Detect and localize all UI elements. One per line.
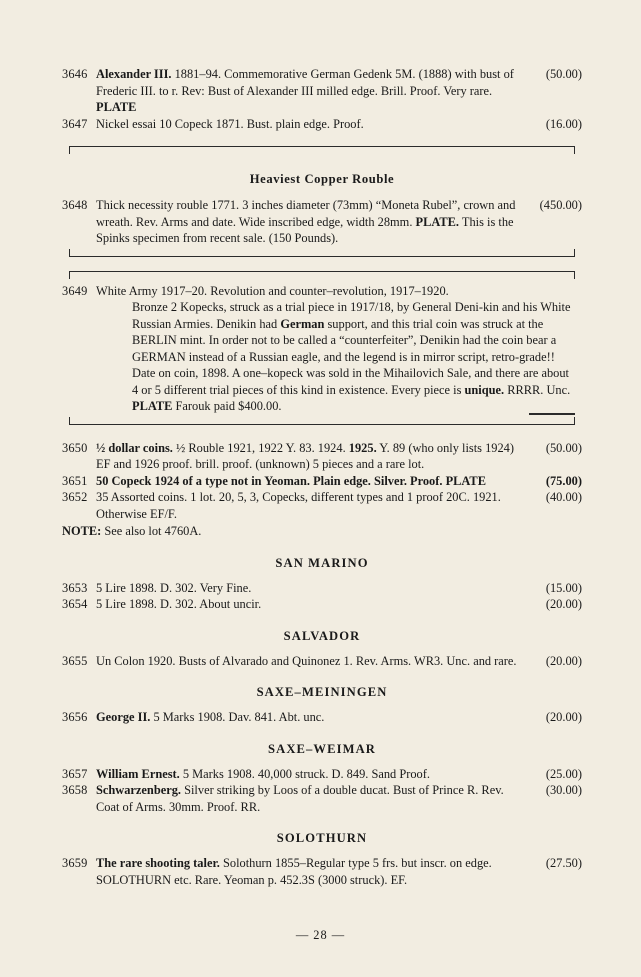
lot-title: George II.: [96, 710, 151, 724]
lot-number: 3654: [62, 597, 88, 611]
lot-number: 3655: [62, 653, 88, 668]
lot-text: ½ Rouble 1921, 1922 Y. 83. 1924.: [172, 440, 349, 455]
bracket-tick-icon: [574, 249, 575, 257]
emphasis-unique: unique.: [464, 382, 505, 397]
lot-number: 3653: [62, 580, 88, 595]
lot-text-cont: This is the Spinks specimen from recent sale. (150 Pounds).: [96, 214, 514, 245]
lot-entry: [62, 440, 582, 473]
bracket-tick-icon: [69, 271, 70, 279]
plate-marker: PLATE: [96, 100, 137, 114]
lot-text-cont: Y. 89 (who only lists 1924) EF and 1926 proof. brill. proof. (unknown) 5 pieces and a rare lot.: [96, 440, 515, 471]
lot-price: (20.00): [545, 710, 582, 724]
lot-text: Solothurn 1855–Regular type 5 frs. but inscr. on edge. SOLOTHURN etc. Rare. Yeoman p. 452.3S (3000 struck). EF.: [96, 856, 492, 887]
catalog-note: [62, 523, 582, 540]
lot-entry: [62, 709, 582, 726]
lot-price: (450.00): [539, 198, 582, 212]
lot-number: 3656: [62, 710, 88, 724]
bracket-tick-icon: [69, 249, 70, 257]
bracket-tick-icon: [574, 146, 575, 154]
lot-entry: [62, 580, 582, 597]
lot-description: [96, 782, 526, 815]
lot-price: (16.00): [545, 116, 582, 131]
country-heading-solothurn: SOLOTHURN: [276, 831, 368, 845]
section-heading: Heaviest Copper Rouble: [249, 172, 395, 186]
lot-text-body: [132, 299, 576, 415]
bracket-tick-icon: [69, 146, 70, 154]
country-heading-salvador: SALVADOR: [283, 628, 361, 643]
lot-entry: [62, 116, 582, 133]
lot-price: (15.00): [545, 580, 582, 595]
lot-text: 5 Marks 1908. Dav. 841. Abt. unc.: [150, 710, 325, 724]
lot-description: 5 Lire 1898. D. 302. About uncir.: [96, 597, 262, 611]
page-number: — 28 —: [295, 928, 346, 942]
lot-description: 35 Assorted coins. 1 lot. 20, 5, 3, Copecks, different types and 1 proof 20C. 1921. Otherwise EF/F.: [96, 490, 501, 521]
bracket-tick-icon: [69, 417, 70, 425]
lot-title: ½ dollar coins.: [96, 440, 173, 455]
lot-price: (25.00): [545, 766, 582, 781]
lot-description: [96, 283, 582, 415]
lot-number: 3650: [62, 440, 88, 455]
lot-entry: [62, 653, 582, 670]
lot-number: 3652: [62, 490, 88, 504]
highlighted-lot-block: [62, 146, 582, 257]
lot-title: The rare shooting taler.: [96, 856, 220, 870]
lot-price: (20.00): [545, 653, 582, 668]
lot-entry: [62, 283, 582, 415]
lot-description: [96, 197, 526, 247]
country-heading-san-marino: SAN MARINO: [275, 555, 369, 570]
lot-number: 3657: [62, 766, 88, 781]
lot-title: William Ernest.: [96, 766, 180, 781]
lot-number: 3647: [62, 116, 88, 131]
lot-text-cont: support, and this trial coin was struck at the BERLIN mint. In order not to be called a “counterfeiter”, Denikin had the coin bear a GERMAN instead of a Russian eagle, and the legend is in mirror script, retro-grade!! Date on coin, 1898. A one–kopeck was sold in the Mihailovich Sale, and there are about 4 or 5 different trial pieces of this kind in existence. Every piece is: [132, 316, 570, 397]
highlighted-lot-block: [62, 271, 582, 425]
lot-entry: [62, 197, 582, 247]
lot-entry: [62, 782, 582, 815]
country-heading-saxe-meiningen: SAXE–MEININGEN: [256, 685, 388, 699]
lot-number: 3659: [62, 856, 88, 870]
lot-price: (20.00): [545, 597, 582, 611]
catalog-content: [62, 66, 582, 888]
lot-price: (27.50): [545, 856, 582, 870]
bracket-tick-icon: [574, 417, 575, 425]
lot-text-cont2: RRRR. Unc.: [504, 382, 571, 397]
lot-price: (50.00): [545, 67, 582, 81]
lot-description: [96, 66, 526, 116]
lot-text: Bronze 2 Kopecks, struck as a trial piece in 1917/18, by General Deni-kin and his White Russian Armies. Denikin had: [132, 300, 571, 331]
lot-number: 3646: [62, 67, 88, 81]
country-heading-saxe-weimar: SAXE–WEIMAR: [268, 741, 376, 756]
lot-description: 50 Copeck 1924 of a type not in Yeoman. Plain edge. Silver. Proof. PLATE: [96, 473, 486, 488]
lot-price: (40.00): [545, 490, 582, 504]
note-text: See also lot 4760A.: [101, 524, 202, 538]
emphasis-year: 1925.: [348, 440, 377, 455]
lot-entry: [62, 596, 582, 613]
lot-price: (30.00): [545, 783, 582, 797]
lot-text-cont3: Farouk paid $400.00.: [172, 399, 282, 413]
lot-description: [96, 440, 526, 473]
lot-description: [96, 766, 526, 783]
emphasis-german: German: [280, 316, 325, 331]
lot-description: [96, 709, 526, 726]
plate-marker: PLATE.: [415, 214, 460, 229]
lot-title: Alexander III.: [96, 67, 172, 81]
lot-entry: [62, 66, 582, 116]
lot-text: Silver striking by Loos of a double ducat. Bust of Prince R. Rev. Coat of Arms. 30mm. Proof. RR.: [96, 783, 504, 814]
lot-description: Nickel essai 10 Copeck 1871. Bust. plain edge. Proof.: [96, 116, 364, 131]
lot-number: 3658: [62, 783, 88, 797]
lot-text: Thick necessity rouble 1771. 3 inches diameter (73mm) “Moneta Rubel”, crown and wreath. Rev. Arms and date. Wide inscribed edge, width 28mm.: [96, 198, 516, 229]
lot-text-line1: White Army 1917–20. Revolution and counter–revolution, 1917–1920.: [96, 283, 449, 298]
lot-entry: [62, 473, 582, 490]
lot-price: (75.00): [545, 473, 582, 488]
lot-title: Schwarzenberg.: [96, 783, 181, 797]
lot-number: 3649: [62, 283, 88, 298]
lot-number: 3651: [62, 473, 88, 488]
lot-description: Un Colon 1920. Busts of Alvarado and Quinonez 1. Rev. Arms. WR3. Unc. and rare.: [96, 653, 517, 668]
lot-price: (50.00): [545, 440, 582, 455]
lot-number: 3648: [62, 198, 88, 212]
price-rule: [529, 413, 575, 415]
lot-entry: [62, 766, 582, 783]
plate-marker: PLATE: [132, 399, 173, 413]
lot-entry: [62, 855, 582, 888]
lot-text: 5 Marks 1908. 40,000 struck. D. 849. Sand Proof.: [179, 766, 430, 781]
lot-description: [96, 855, 526, 888]
lot-text: 1881–94. Commemorative German Gedenk 5M. (1888) with bust of Frederic III. to r. Rev: Bust of Alexander III milled edge. Brill. Proof. Very rare.: [96, 67, 514, 98]
lot-entry: [62, 489, 582, 522]
note-label: NOTE:: [62, 524, 102, 538]
bracket-tick-icon: [574, 271, 575, 279]
lot-description: 5 Lire 1898. D. 302. Very Fine.: [96, 580, 252, 595]
